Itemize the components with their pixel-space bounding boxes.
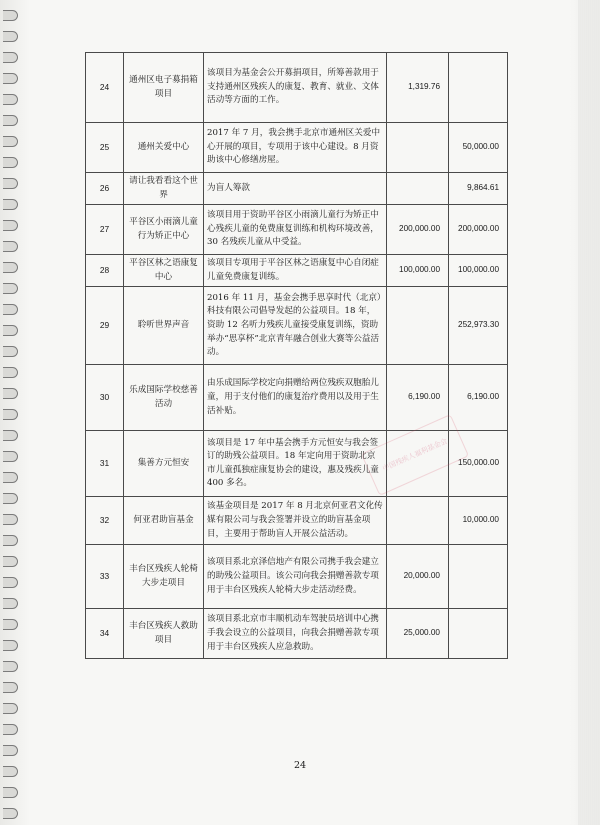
binding-ring xyxy=(3,640,18,651)
row-number: 26 xyxy=(86,173,124,205)
binding-ring xyxy=(3,619,18,630)
project-name: 通州区电子募捐箱项目 xyxy=(124,53,204,123)
income-amount xyxy=(387,287,449,365)
income-amount xyxy=(387,173,449,205)
row-number: 31 xyxy=(86,431,124,497)
income-amount: 200,000.00 xyxy=(387,205,449,255)
project-description: 该项目专项用于平谷区林之语康复中心自闭症儿童免费康复训练。 xyxy=(204,255,387,287)
expense-amount xyxy=(449,53,508,123)
project-description: 为盲人筹款 xyxy=(204,173,387,205)
project-name: 请让我看看这个世界 xyxy=(124,173,204,205)
binding-ring xyxy=(3,493,18,504)
binding-ring xyxy=(3,682,18,693)
binding-ring xyxy=(3,745,18,756)
binding-ring xyxy=(3,472,18,483)
project-name: 丰台区残疾人轮椅大步走项目 xyxy=(124,545,204,609)
binding-ring xyxy=(3,661,18,672)
row-number: 34 xyxy=(86,609,124,659)
faint-red-stamp: 中国残疾人福利基金会 xyxy=(361,414,469,496)
binding-ring xyxy=(3,73,18,84)
binding-ring xyxy=(3,367,18,378)
binding-ring xyxy=(3,157,18,168)
project-name: 集善方元恒安 xyxy=(124,431,204,497)
binding-ring xyxy=(3,451,18,462)
row-number: 24 xyxy=(86,53,124,123)
project-name: 丰台区残疾人救助项目 xyxy=(124,609,204,659)
row-number: 33 xyxy=(86,545,124,609)
row-number: 32 xyxy=(86,497,124,545)
spiral-binding xyxy=(0,0,24,825)
table-row xyxy=(86,173,508,205)
project-name: 通州关爱中心 xyxy=(124,123,204,173)
project-description: 2016 年 11 月，基金会携手思享时代（北京）科技有限公司倡导发起的公益项目。18 年，资助 12 名听力残疾儿童接受康复训练，资助举办“思享杯”北京青年融合创业大赛等公益活动。 xyxy=(204,287,387,365)
binding-ring xyxy=(3,556,18,567)
binding-ring xyxy=(3,10,18,21)
table-row xyxy=(86,255,508,287)
expense-amount: 150,000.00 xyxy=(449,431,508,497)
expense-amount: 6,190.00 xyxy=(449,365,508,431)
binding-ring xyxy=(3,325,18,336)
table-row xyxy=(86,287,508,365)
binding-ring xyxy=(3,535,18,546)
page-number: 24 xyxy=(293,760,307,771)
project-name: 何亚君助盲基金 xyxy=(124,497,204,545)
income-amount: 100,000.00 xyxy=(387,255,449,287)
binding-ring xyxy=(3,724,18,735)
binding-ring xyxy=(3,220,18,231)
income-amount: 6,190.00 xyxy=(387,365,449,431)
row-number: 27 xyxy=(86,205,124,255)
project-name: 平谷区林之语康复中心 xyxy=(124,255,204,287)
binding-ring xyxy=(3,577,18,588)
project-table xyxy=(85,52,508,659)
project-name: 平谷区小雨滴儿童行为矫正中心 xyxy=(124,205,204,255)
binding-ring xyxy=(3,241,18,252)
table-row xyxy=(86,53,508,123)
expense-amount: 10,000.00 xyxy=(449,497,508,545)
row-number: 25 xyxy=(86,123,124,173)
binding-ring xyxy=(3,115,18,126)
expense-amount xyxy=(449,545,508,609)
binding-ring xyxy=(3,388,18,399)
project-name: 乐成国际学校慈善活动 xyxy=(124,365,204,431)
row-number: 28 xyxy=(86,255,124,287)
expense-amount: 50,000.00 xyxy=(449,123,508,173)
income-amount: 20,000.00 xyxy=(387,545,449,609)
row-number: 29 xyxy=(86,287,124,365)
binding-ring xyxy=(3,283,18,294)
binding-ring xyxy=(3,787,18,798)
project-description: 该项目是 17 年中基会携手方元恒安与我会签订的助残公益项目。18 年定向用于资助北京市儿童孤独症康复协会的建设，惠及残疾儿童 400 多名。 xyxy=(204,431,387,497)
binding-ring xyxy=(3,409,18,420)
project-description: 该基金项目是 2017 年 8 月北京何亚君文化传媒有限公司与我会签署并设立的助盲基金项目，主要用于帮助盲人开展公益活动。 xyxy=(204,497,387,545)
row-number: 30 xyxy=(86,365,124,431)
income-amount xyxy=(387,497,449,545)
table-row xyxy=(86,609,508,659)
table-row xyxy=(86,205,508,255)
page-stack-edge xyxy=(578,0,600,825)
project-description: 由乐成国际学校定向捐赠给两位残疾双胞胎儿童，用于支付他们的康复治疗费用以及用于生活补贴。 xyxy=(204,365,387,431)
binding-ring xyxy=(3,514,18,525)
income-amount: 1,319.76 xyxy=(387,53,449,123)
expense-amount: 200,000.00 xyxy=(449,205,508,255)
binding-ring xyxy=(3,136,18,147)
binding-ring xyxy=(3,52,18,63)
binding-ring xyxy=(3,346,18,357)
binding-ring xyxy=(3,199,18,210)
expense-amount: 252,973.30 xyxy=(449,287,508,365)
table-row xyxy=(86,123,508,173)
project-description: 2017 年 7 月，我会携手北京市通州区关爱中心开展的项目，专项用于该中心建设。8 月资助该中心修缮房屋。 xyxy=(204,123,387,173)
income-amount xyxy=(387,123,449,173)
project-description: 该项目系北京泽信地产有限公司携手我会建立的助残公益项目。该公司向我会捐赠善款专项用于丰台区残疾人轮椅大步走活动经费。 xyxy=(204,545,387,609)
binding-ring xyxy=(3,304,18,315)
expense-amount: 9,864.61 xyxy=(449,173,508,205)
project-description: 该项目为基金会公开募捐项目，所筹善款用于支持通州区残疾人的康复、教育、就业、文体活动等方面的工作。 xyxy=(204,53,387,123)
binding-ring xyxy=(3,178,18,189)
expense-amount: 100,000.00 xyxy=(449,255,508,287)
project-name: 聆听世界声音 xyxy=(124,287,204,365)
binding-ring xyxy=(3,598,18,609)
binding-ring xyxy=(3,808,18,819)
binding-ring xyxy=(3,94,18,105)
binding-ring xyxy=(3,703,18,714)
table-row xyxy=(86,545,508,609)
table-row xyxy=(86,497,508,545)
expense-amount xyxy=(449,609,508,659)
project-description: 该项目系北京市丰顺机动车驾驶员培训中心携手我会设立的公益项目，向我会捐赠善款专项用于丰台区残疾人应急救助。 xyxy=(204,609,387,659)
project-description: 该项目用于资助平谷区小雨滴儿童行为矫正中心残疾儿童的免费康复训练和机构环境改善，30 名残疾儿童从中受益。 xyxy=(204,205,387,255)
binding-ring xyxy=(3,262,18,273)
income-amount: 25,000.00 xyxy=(387,609,449,659)
binding-ring xyxy=(3,430,18,441)
binding-ring xyxy=(3,31,18,42)
